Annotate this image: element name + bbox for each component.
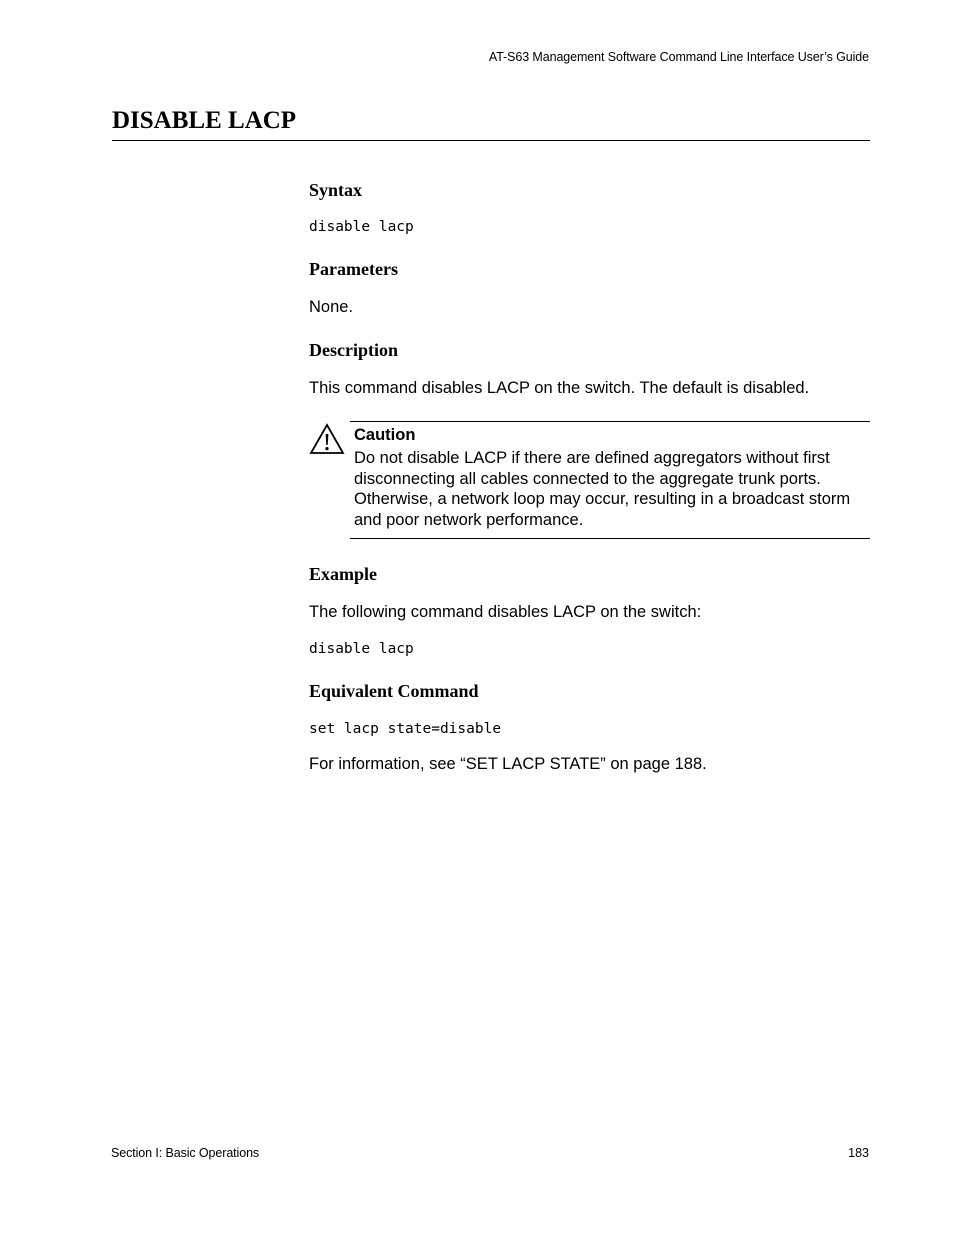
- caution-line: and poor network performance.: [354, 510, 584, 529]
- caution-line: Do not disable LACP if there are defined aggregators without first: [354, 449, 830, 467]
- equivalent-command-code: set lacp state=disable: [309, 721, 502, 737]
- syntax-code: disable lacp: [309, 219, 414, 235]
- warning-triangle-icon: [309, 423, 345, 455]
- parameters-text: None.: [309, 298, 354, 316]
- running-header: AT-S63 Management Software Command Line Interface User’s Guide: [488, 50, 869, 64]
- parameters-heading: Parameters: [309, 259, 398, 279]
- page-title: DISABLE LACP: [112, 107, 297, 134]
- caution-line: disconnecting all cables connected to the aggregate trunk ports.: [354, 469, 821, 488]
- syntax-heading: Syntax: [309, 180, 363, 200]
- caution-bottom-rule: [350, 538, 870, 539]
- cross-reference-text: For information, see “SET LACP STATE” on page 188.: [309, 755, 707, 773]
- title-rule: [112, 140, 870, 141]
- example-heading: Example: [309, 564, 378, 584]
- caution-line: Otherwise, a network loop may occur, resulting in a broadcast storm: [354, 490, 851, 508]
- footer-section: Section I: Basic Operations: [111, 1146, 260, 1160]
- caution-body: [354, 448, 870, 530]
- equivalent-command-heading: Equivalent Command: [309, 681, 479, 701]
- description-heading: Description: [309, 340, 398, 360]
- page-number: 183: [848, 1146, 869, 1160]
- caution-label: Caution: [354, 426, 416, 444]
- caution-top-rule: [350, 421, 870, 422]
- example-code: disable lacp: [309, 641, 414, 657]
- description-text: This command disables LACP on the switch. The default is disabled.: [309, 379, 810, 397]
- example-text: The following command disables LACP on the switch:: [309, 603, 702, 621]
